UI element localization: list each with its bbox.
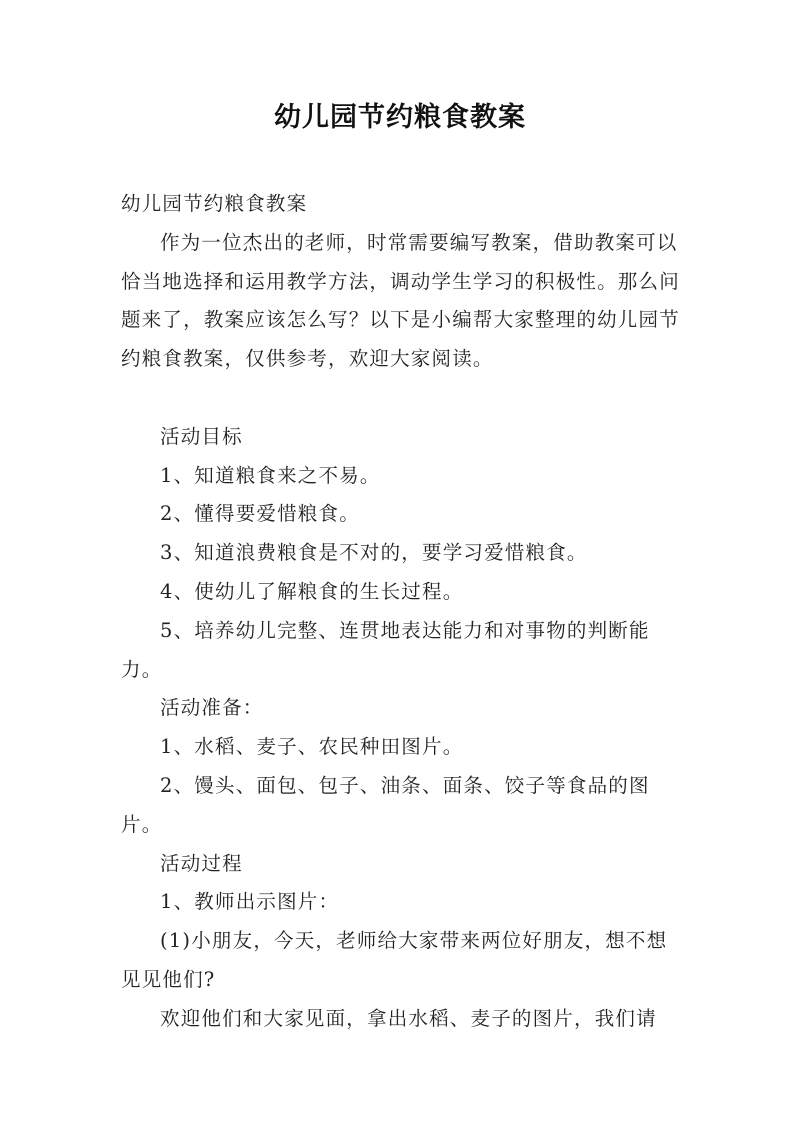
prep-item: 2、馒头、面包、包子、油条、面条、饺子等食品的图片。: [121, 773, 650, 836]
paragraph-gap: [121, 379, 687, 418]
process-item: 1、教师出示图片：: [160, 890, 340, 914]
document-subtitle: 幼儿园节约粮食教案: [121, 192, 308, 215]
process-item: 欢迎他们和大家见面，拿出水稻、麦子的图片，我们请: [160, 1006, 657, 1030]
goal-item: 5、培养幼儿完整、连贯地表达能力和对事物的判断能力。: [121, 618, 650, 681]
document-body: [121, 185, 687, 1039]
document-title: 幼儿园节约粮食教案: [274, 102, 526, 133]
goal-item: 4、使幼儿了解粮食的生长过程。: [160, 579, 464, 603]
process-item: (1)小朋友，今天，老师给大家带来两位好朋友，想不想见见他们?: [121, 929, 668, 991]
intro-paragraph: 作为一位杰出的老师，时常需要编写教案，借助教案可以恰当地选择和运用教学方法，调动学生学习的积极性。那么问题来了，教案应该怎么写？以下是小编帮大家整理的幼儿园节约粮食教案，仅供参考，欢迎大家阅读。: [121, 230, 680, 371]
goal-item: 1、知道粮食来之不易。: [160, 463, 381, 487]
goal-item: 2、懂得要爱惜粮食。: [160, 502, 360, 526]
prep-heading: 活动准备：: [160, 696, 264, 720]
prep-item: 1、水稻、麦子、农民种田图片。: [160, 735, 464, 759]
goal-item: 3、知道浪费粮食是不对的，要学习爱惜粮食。: [160, 541, 588, 565]
goals-heading: 活动目标: [160, 424, 243, 448]
process-heading: 活动过程: [160, 851, 243, 875]
